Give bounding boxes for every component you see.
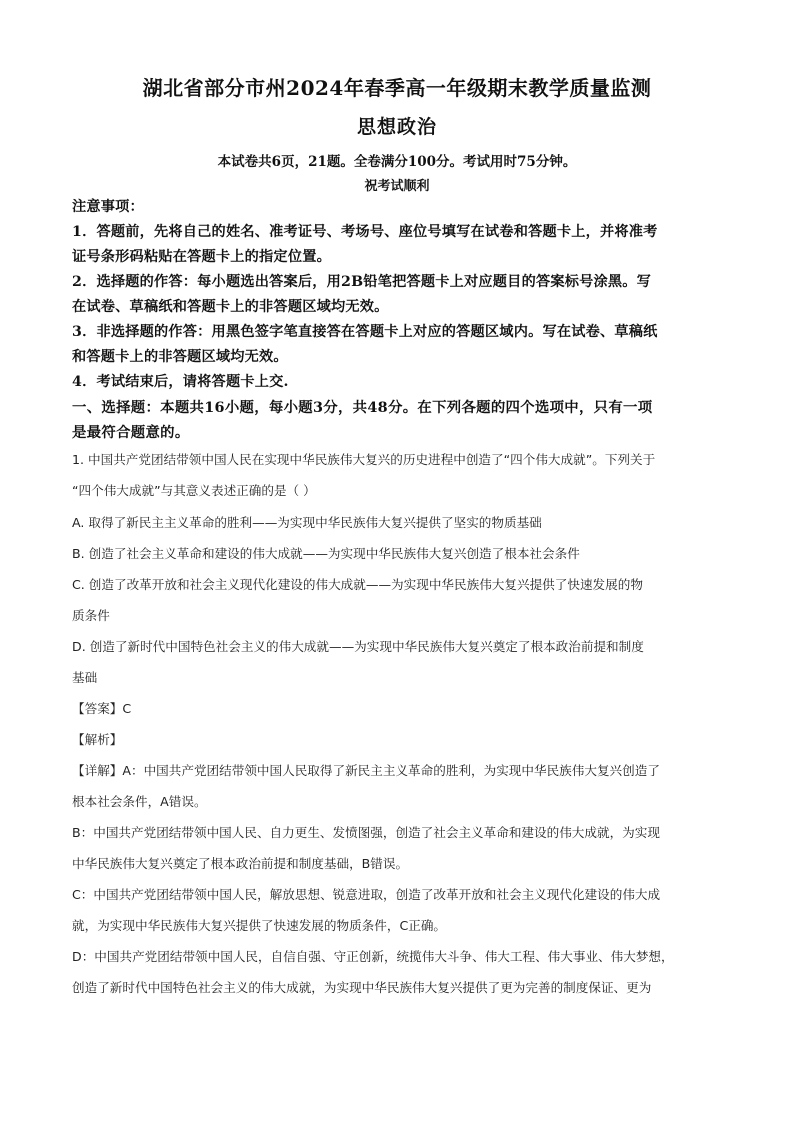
section-heading: 一、选择题：本题共16小题，每小题3分，共48分。在下列各题的四个选项中，只有一项 xyxy=(72,399,653,416)
question-stem: “四个伟大成就”与其意义表述正确的是（ ） xyxy=(72,483,316,498)
notes-line: 1．答题前，先将自己的姓名、准考证号、考场号、座位号填写在试卷和答题卡上，并将准考 xyxy=(72,224,658,240)
option-a: A. 取得了新民主主义革命的胜利——为实现中华民族伟大复兴提供了坚实的物质基础 xyxy=(72,515,542,530)
option-d: D. 创造了新时代中国特色社会主义的伟大成就——为实现中华民族伟大复兴奠定了根本政治前提和制度 xyxy=(72,639,644,654)
exam-info: 本试卷共6页，21题。全卷满分100分。考试用时75分钟。 xyxy=(217,154,577,170)
option-c: C. 创造了改革开放和社会主义现代化建设的伟大成就——为实现中华民族伟大复兴提供了快速发展的物 xyxy=(72,577,643,592)
notes-line: 在试卷、草稿纸和答题卡上的非答题区域均无效。 xyxy=(72,299,389,315)
section-heading: 是最符合题意的。 xyxy=(72,424,190,441)
notes-line: 3．非选择题的作答：用黑色签字笔直接答在答题卡上对应的答题区域内。写在试卷、草稿纸 xyxy=(72,324,658,340)
notes-line: 2．选择题的作答：每小题选出答案后，用2B铅笔把答题卡上对应题目的答案标号涂黑。写 xyxy=(72,274,652,290)
explanation-line: 创造了新时代中国特色社会主义的伟大成就，为实现中华民族伟大复兴提供了更为完善的制度保证、更为 xyxy=(72,980,652,995)
question-stem: 1. 中国共产党团结带领中国人民在实现中华民族伟大复兴的历史进程中创造了“四个伟大成就”。下列关于 xyxy=(72,452,656,467)
notes-line: 证号条形码粘贴在答题卡上的指定位置。 xyxy=(72,249,331,265)
option-b: B. 创造了社会主义革命和建设的伟大成就——为实现中华民族伟大复兴创造了根本社会条件 xyxy=(72,546,580,561)
exam-wish: 祝考试顺利 xyxy=(364,179,430,194)
option-d-cont: 基础 xyxy=(72,670,98,685)
subject-title: 思想政治 xyxy=(356,116,437,138)
option-c-cont: 质条件 xyxy=(72,608,110,623)
explanation-line: 就，为实现中华民族伟大复兴提供了快速发展的物质条件，C正确。 xyxy=(72,918,447,933)
notes-line: 4．考试结束后，请将答题卡上交. xyxy=(72,374,289,390)
explanation-line: 中华民族伟大复兴奠定了根本政治前提和制度基础，B错误。 xyxy=(72,856,409,871)
notes-heading: 注意事项： xyxy=(72,199,144,215)
explanation-line: 根本社会条件，A错误。 xyxy=(72,794,207,809)
analysis-label: 【解析】 xyxy=(72,732,123,747)
notes-line: 和答题卡上的非答题区域均无效。 xyxy=(72,349,288,365)
explanation-line: D：中国共产党团结带领中国人民，自信自强、守正创新，统揽伟大斗争、伟大工程、伟大事业、伟大梦想， xyxy=(72,949,674,964)
exam-title: 湖北省部分市州2024年春季高一年级期末教学质量监测 xyxy=(142,76,652,100)
explanation-line: 【详解】A：中国共产党团结带领中国人民取得了新民主主义革命的胜利，为实现中华民族伟大复兴创造了 xyxy=(72,763,660,778)
answer-label: 【答案】C xyxy=(72,701,132,716)
explanation-line: B：中国共产党团结带领中国人民、自力更生、发愤图强，创造了社会主义革命和建设的伟大成就，为实现 xyxy=(72,825,660,840)
explanation-line: C：中国共产党团结带领中国人民，解放思想、锐意进取，创造了改革开放和社会主义现代化建设的伟大成 xyxy=(72,887,661,902)
